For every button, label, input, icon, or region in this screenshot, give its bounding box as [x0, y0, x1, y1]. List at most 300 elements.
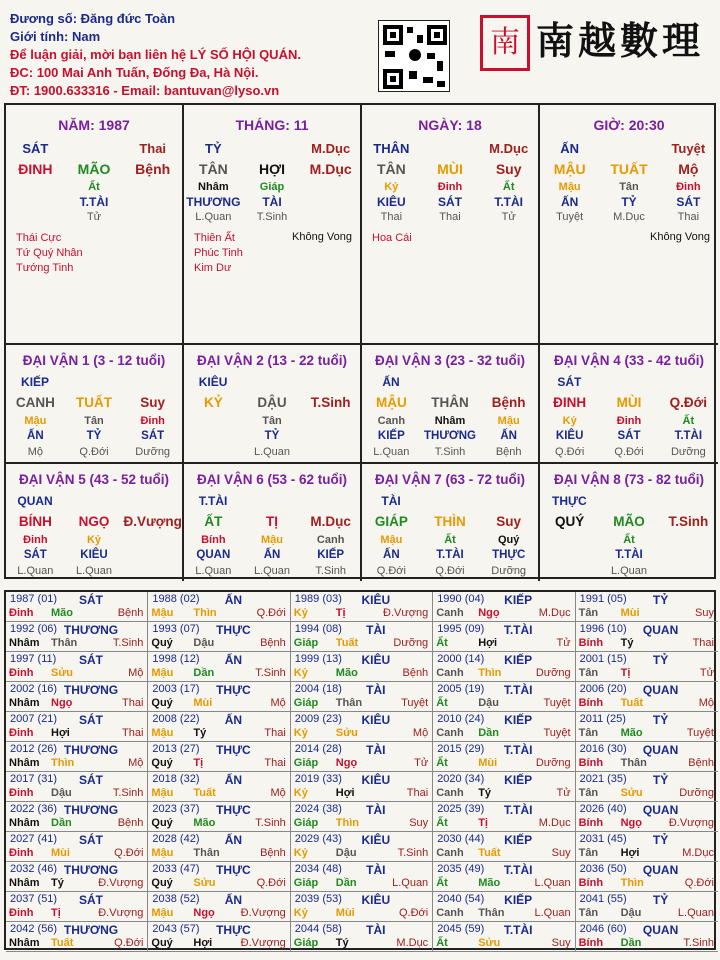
- pillar-row: [184, 211, 360, 223]
- year-stem: Nhâm: [9, 697, 40, 709]
- dai-van-row: [362, 534, 538, 546]
- year-label: 2017 (31): [10, 773, 58, 785]
- year-cell: [291, 772, 433, 802]
- year-stage: Dưỡng: [393, 637, 429, 649]
- year-stem: Bính: [578, 937, 604, 949]
- dai-van-cell: [6, 462, 184, 581]
- year-cell: [6, 652, 148, 682]
- dai-van-text: QUAN: [196, 549, 231, 561]
- year-god: THƯƠNG: [63, 743, 119, 757]
- dai-van-cell: [184, 343, 362, 462]
- year-label: 2006 (20): [579, 683, 627, 695]
- dai-van-text: Dưỡng: [670, 446, 706, 458]
- year-god: TÀI: [366, 743, 386, 757]
- year-branch: Tý: [478, 787, 492, 799]
- year-label: 2018 (32): [152, 773, 200, 785]
- dai-van-text: ẤT: [204, 514, 223, 529]
- dai-van-title: ĐẠI VẬN 6 (53 - 62 tuổi): [196, 472, 348, 487]
- year-label: 1992 (06): [10, 623, 58, 635]
- year-god: T.TÀI: [503, 803, 533, 817]
- dai-van-text: SÁT: [617, 430, 641, 442]
- year-stage: Thai: [264, 727, 286, 739]
- year-branch: Thân: [478, 907, 505, 919]
- dai-van-row: [184, 534, 360, 546]
- dai-van-text: [301, 430, 360, 442]
- year-god: THƯƠNG: [63, 683, 119, 697]
- dai-van-text: Ất: [682, 415, 695, 427]
- qr-code-icon: [378, 20, 450, 92]
- year-stem: Tân: [578, 847, 599, 859]
- year-stem: Tân: [578, 907, 599, 919]
- dai-van-text: T.Sinh: [315, 565, 346, 577]
- pillar-cell: Mậu: [558, 181, 581, 193]
- dai-van-text: [659, 565, 718, 577]
- year-stem: Tân: [578, 667, 599, 679]
- pillar-cell: [243, 141, 302, 156]
- year-stage: Đ.Vượng: [98, 877, 144, 889]
- year-stem: Mậu: [151, 727, 174, 739]
- year-branch: Thìn: [620, 877, 644, 889]
- dai-van-text: BÍNH: [18, 514, 52, 529]
- year-god: KIẾP: [504, 773, 533, 787]
- year-god: THỰC: [216, 683, 251, 697]
- year-branch: Dần: [620, 937, 642, 949]
- dai-van-text: [301, 415, 360, 427]
- year-branch: Hợi: [335, 787, 355, 799]
- year-branch: Tý: [335, 937, 349, 949]
- year-branch: Thìn: [335, 817, 360, 829]
- year-stem: Bính: [578, 757, 604, 769]
- year-cell: [6, 832, 148, 862]
- pillar-column: [362, 105, 540, 343]
- year-label: 2025 (39): [437, 803, 485, 815]
- year-stage: T.Sinh: [397, 847, 429, 859]
- year-label: 1994 (08): [294, 623, 342, 635]
- dai-van-row: [6, 565, 182, 577]
- pillar-row: [6, 161, 182, 177]
- year-stem: Giáp: [293, 817, 319, 829]
- year-god: T.TÀI: [503, 683, 533, 697]
- dai-van-text: Suy: [140, 395, 166, 410]
- year-cell: [433, 892, 575, 922]
- year-label: 2008 (22): [152, 713, 200, 725]
- year-branch: Mùi: [620, 607, 640, 619]
- year-branch: Tị: [51, 907, 61, 919]
- year-branch: Thân: [620, 757, 647, 769]
- pillar-cell: M.Dục: [311, 141, 351, 156]
- dai-van-text: L.Quan: [195, 565, 232, 577]
- year-label: 2044 (58): [294, 923, 342, 935]
- star-list: [372, 231, 412, 246]
- pillar-cell: ĐINH: [18, 161, 53, 177]
- pillar-cell: Đinh: [437, 181, 463, 193]
- year-cell: [576, 802, 718, 832]
- dai-van-row: [184, 549, 360, 561]
- year-god: ẤN: [224, 653, 243, 667]
- dai-van-text: THÌN: [434, 514, 466, 529]
- year-cell: [433, 862, 575, 892]
- year-stem: Ất: [436, 757, 448, 769]
- year-branch: Tý: [51, 877, 64, 889]
- pillar-row: [184, 181, 360, 193]
- year-branch: Tị: [620, 667, 631, 679]
- dai-van-text: Đinh: [140, 415, 165, 427]
- year-label: 2038 (52): [152, 893, 200, 905]
- dai-van-row: [540, 565, 718, 577]
- year-label: 2030 (44): [437, 833, 485, 845]
- year-stage: Q.Đới: [256, 607, 286, 619]
- year-cell: [576, 652, 718, 682]
- year-stem: Đinh: [9, 607, 34, 619]
- dai-van-text: KIÊU: [555, 430, 584, 442]
- year-label: 2021 (35): [579, 773, 627, 785]
- year-god: TÀI: [366, 683, 386, 697]
- year-branch: Mùi: [335, 907, 355, 919]
- year-god: SÁT: [79, 833, 103, 847]
- year-stage: Tuyệt: [686, 727, 714, 739]
- year-cell: [291, 892, 433, 922]
- pillar-cell: M.Dục: [613, 211, 645, 223]
- pillar-title: NGÀY: 18: [418, 117, 482, 133]
- year-cell: [576, 922, 718, 952]
- pillar-cell: TỶ: [205, 141, 222, 156]
- year-god: KIẾP: [504, 593, 533, 607]
- year-god: THƯƠNG: [63, 803, 119, 817]
- year-stem: Quý: [151, 757, 173, 769]
- year-stem: Kỷ: [293, 667, 308, 679]
- year-label: 1989 (03): [294, 593, 342, 605]
- year-stem: Quý: [151, 697, 173, 709]
- year-stem: Nhâm: [9, 757, 40, 769]
- dai-van-cell: [540, 343, 718, 462]
- year-cell: [576, 712, 718, 742]
- year-label: 2043 (57): [152, 923, 200, 935]
- dai-van-text: Quý: [497, 534, 520, 546]
- year-label: 2012 (26): [10, 743, 58, 755]
- empty-void-label: Không Vong: [292, 231, 352, 243]
- year-label: 2013 (27): [152, 743, 200, 755]
- year-stem: Đinh: [9, 847, 34, 859]
- year-label: 2014 (28): [294, 743, 342, 755]
- year-stage: Suy: [551, 937, 571, 949]
- dai-van-text: KIÊU: [80, 549, 108, 561]
- year-branch: Thân: [335, 697, 363, 709]
- dai-van-text: Tân: [262, 415, 282, 427]
- pillar-row: [6, 211, 182, 223]
- pillar-title: GIỜ: 20:30: [593, 117, 665, 133]
- year-label: 2009 (23): [294, 713, 342, 725]
- dai-van-text: [123, 549, 182, 561]
- year-god: TÀI: [366, 863, 386, 877]
- year-branch: Mão: [51, 607, 73, 619]
- year-branch: Sửu: [335, 727, 358, 739]
- dai-van-text: MẬU: [375, 395, 407, 410]
- year-god: T.TÀI: [503, 923, 533, 937]
- dai-van-text: SÁT: [141, 430, 165, 442]
- year-label: 1995 (09): [437, 623, 485, 635]
- year-god: KIÊU: [361, 713, 391, 727]
- year-stem: Nhâm: [9, 937, 40, 949]
- pillar-cell: Tử: [501, 211, 516, 223]
- year-cell: [576, 742, 718, 772]
- star-name: Hoa Cái: [372, 232, 412, 244]
- dai-van-text: NGỌ: [78, 514, 110, 529]
- year-branch: Mão: [193, 817, 216, 829]
- year-cell: [148, 592, 290, 622]
- year-god: THỰC: [216, 623, 251, 637]
- year-cell: [433, 682, 575, 712]
- dai-van-row: [362, 415, 538, 427]
- year-stage: Tử: [414, 757, 429, 769]
- year-label: 1996 (10): [579, 623, 627, 635]
- pillar-cell: TÂN: [376, 161, 406, 177]
- pillar-cell: MẬU: [553, 161, 586, 177]
- dai-van-cell: [6, 343, 184, 462]
- year-label: 2027 (41): [10, 833, 58, 845]
- contact-line: Để luận giải, mời bạn liên hệ LÝ SỐ HỘI QUÁN.: [10, 47, 301, 62]
- dai-van-text: Q.Đới: [376, 565, 406, 577]
- year-stem: Ất: [436, 697, 448, 709]
- year-stage: M.Dục: [396, 937, 429, 949]
- dai-van-title: ĐẠI VẬN 3 (23 - 32 tuổi): [374, 353, 526, 368]
- dai-van-text: L.Quan: [75, 565, 113, 577]
- year-god: TỶ: [652, 653, 669, 667]
- year-branch: Sửu: [51, 667, 74, 679]
- year-branch: Dậu: [193, 637, 215, 649]
- year-god: THỰC: [216, 923, 251, 937]
- dai-van-text: ẤN: [383, 549, 400, 561]
- pillar-cell: Suy: [495, 161, 522, 177]
- dai-van-row: [540, 514, 718, 529]
- pillar-cell: [301, 195, 360, 209]
- four-pillars-chart: [4, 103, 716, 579]
- year-cell: [148, 682, 290, 712]
- pillar-cell: SÁT: [676, 195, 701, 209]
- year-label: 2022 (36): [10, 803, 58, 815]
- gender-value: Nam: [71, 29, 101, 44]
- year-god: KIẾP: [504, 713, 533, 727]
- year-label: 2040 (54): [437, 893, 485, 905]
- year-stem: Canh: [436, 607, 464, 619]
- year-god: TỶ: [652, 833, 669, 847]
- pillar-row: [6, 181, 182, 193]
- year-branch: Mão: [335, 667, 358, 679]
- year-branch: Dậu: [335, 847, 357, 859]
- year-branch: Tị: [335, 607, 346, 619]
- year-label: 2005 (19): [437, 683, 485, 695]
- pillar-cell: Bệnh: [135, 161, 171, 177]
- pillar-title: NĂM: 1987: [58, 117, 130, 133]
- pillar-cell: Tân: [619, 181, 639, 193]
- year-stage: Đ.Vượng: [383, 607, 429, 619]
- year-god: SÁT: [79, 593, 103, 607]
- red-seal-logo: 南: [480, 15, 530, 71]
- dai-van-row: [362, 549, 538, 561]
- year-label: 1997 (11): [10, 653, 57, 665]
- year-stage: Tử: [556, 787, 571, 799]
- year-cell: [576, 892, 718, 922]
- year-stem: Quý: [151, 877, 173, 889]
- year-god: ẤN: [224, 713, 243, 727]
- year-cell: [6, 682, 148, 712]
- pillar-cell: TỶ: [621, 195, 637, 209]
- year-label: 2019 (33): [294, 773, 342, 785]
- dai-van-text: T.Sinh: [310, 395, 351, 410]
- year-stage: Dưỡng: [535, 757, 571, 769]
- pillar-cell: [301, 181, 360, 193]
- year-label: 2003 (17): [152, 683, 200, 695]
- year-cell: [6, 922, 148, 952]
- year-branch: Thân: [193, 847, 220, 859]
- year-god: SÁT: [79, 653, 103, 667]
- dai-van-text: [184, 446, 243, 458]
- year-branch: Mão: [620, 727, 643, 739]
- dai-van-text: [540, 534, 599, 546]
- year-branch: Mão: [478, 877, 501, 889]
- year-cell: [148, 862, 290, 892]
- dai-van-text: T.TÀI: [436, 549, 464, 561]
- year-god: KIẾP: [504, 833, 533, 847]
- year-cell: [291, 922, 433, 952]
- year-stem: Bính: [578, 697, 604, 709]
- year-cell: [148, 922, 290, 952]
- year-god: KIÊU: [361, 773, 391, 787]
- dai-van-text: ĐINH: [553, 395, 587, 410]
- dai-van-row: [362, 565, 538, 577]
- pillar-cell: TÂN: [198, 161, 228, 177]
- year-stage: Thai: [692, 637, 714, 649]
- year-stage: Bệnh: [260, 847, 286, 859]
- year-stem: Ất: [436, 817, 448, 829]
- year-god: THƯƠNG: [63, 923, 119, 937]
- dai-van-row: [540, 395, 718, 410]
- pillar-cell: T.TÀI: [79, 195, 109, 209]
- dai-van-text: MÃO: [613, 514, 645, 529]
- year-cell: [433, 832, 575, 862]
- year-god: KIÊU: [361, 833, 391, 847]
- header: [0, 0, 720, 100]
- year-cell: [148, 772, 290, 802]
- year-stage: Q.Đới: [114, 937, 144, 949]
- dai-van-text: MÙI: [616, 395, 642, 410]
- year-label: 2041 (55): [579, 893, 627, 905]
- dai-van-text: ẤN: [500, 430, 517, 442]
- dai-van-text: GIÁP: [374, 514, 408, 529]
- address-line: ĐC: 100 Mai Anh Tuấn, Đống Đa, Hà Nội.: [10, 65, 259, 80]
- pillar-cell: ẤN: [560, 141, 580, 156]
- pillar-cell: SÁT: [438, 195, 462, 209]
- year-label: 2001 (15): [579, 653, 627, 665]
- year-branch: Tuất: [335, 637, 359, 649]
- dai-van-text: Mậu: [261, 534, 283, 546]
- year-label: 2046 (60): [579, 923, 627, 935]
- year-label: 1993 (07): [152, 623, 200, 635]
- dai-van-row: [362, 514, 538, 529]
- pillar-row: [6, 141, 182, 156]
- star-name: Kim Dư: [194, 262, 232, 274]
- year-branch: Hợi: [620, 847, 640, 859]
- dai-van-text: KIẾP: [377, 430, 405, 442]
- pillar-cell: KIÊU: [377, 195, 406, 209]
- year-stem: Quý: [151, 817, 173, 829]
- year-branch: Tuất: [478, 847, 501, 859]
- pillar-cell: Kỷ: [384, 181, 399, 193]
- pillar-cell: Ất: [502, 181, 515, 193]
- year-stage: Mộ: [128, 757, 144, 769]
- year-stem: Đinh: [9, 787, 34, 799]
- year-stage: L.Quan: [534, 907, 571, 919]
- dai-van-text: [301, 446, 360, 458]
- year-stem: Tân: [578, 607, 599, 619]
- year-stem: Ất: [436, 637, 448, 649]
- dai-van-text: Kỷ: [86, 534, 102, 546]
- year-stage: Suy: [695, 607, 714, 619]
- year-label: 2032 (46): [10, 863, 58, 875]
- year-cell: [148, 832, 290, 862]
- year-stage: L.Quan: [534, 877, 571, 889]
- pillar-cell: Thai: [139, 141, 167, 156]
- year-label: 2028 (42): [152, 833, 200, 845]
- dai-van-title: ĐẠI VẬN 5 (43 - 52 tuổi): [18, 472, 170, 487]
- pillar-row: [362, 141, 538, 156]
- dai-van-text: Q.Đới: [555, 446, 585, 458]
- star-list: [16, 231, 83, 276]
- year-branch: Tuất: [193, 787, 216, 799]
- pillar-cell: TUẤT: [610, 161, 648, 177]
- dai-van-text: L.Quan: [253, 446, 291, 458]
- year-branch: Sửu: [620, 787, 643, 799]
- year-cell: [433, 742, 575, 772]
- pillar-cell: Đinh: [676, 181, 701, 193]
- year-label: 1999 (13): [294, 653, 342, 665]
- year-branch: Tý: [620, 637, 634, 649]
- year-branch: Hợi: [51, 727, 70, 739]
- year-stage: Đ.Vượng: [98, 907, 144, 919]
- pillar-cell: [421, 141, 480, 156]
- year-stem: Canh: [436, 787, 464, 799]
- dai-van-text: Ất: [444, 534, 456, 546]
- year-label: 2029 (43): [294, 833, 342, 845]
- year-god: SÁT: [79, 713, 103, 727]
- dai-van-text: Canh: [316, 534, 345, 546]
- year-god: SÁT: [79, 893, 103, 907]
- year-branch: Mùi: [478, 757, 498, 769]
- year-stage: M.Dục: [538, 817, 571, 829]
- year-stage: Tử: [699, 667, 714, 679]
- year-god: QUAN: [642, 743, 679, 757]
- dai-van-text: Mậu: [380, 534, 403, 546]
- year-stem: Kỷ: [293, 847, 308, 859]
- dai-van-row: [540, 446, 718, 458]
- dai-van-text: [123, 534, 182, 546]
- dai-van-text: T.TÀI: [615, 549, 643, 561]
- year-label: 2020 (34): [437, 773, 485, 785]
- year-cell: [6, 892, 148, 922]
- dai-van-cell: [184, 462, 362, 581]
- pillar-cell: THÂN: [373, 141, 410, 156]
- dai-van-text: Suy: [496, 514, 522, 529]
- year-cell: [291, 652, 433, 682]
- year-branch: Dần: [51, 817, 72, 829]
- dai-van-text: Dưỡng: [135, 446, 171, 458]
- year-stem: Nhâm: [9, 877, 40, 889]
- year-cell: [148, 652, 290, 682]
- year-cell: [576, 592, 718, 622]
- year-stage: Bệnh: [117, 607, 144, 619]
- year-stage: Q.Đới: [256, 877, 286, 889]
- year-stage: Thai: [121, 697, 144, 709]
- dai-van-row: [362, 446, 538, 458]
